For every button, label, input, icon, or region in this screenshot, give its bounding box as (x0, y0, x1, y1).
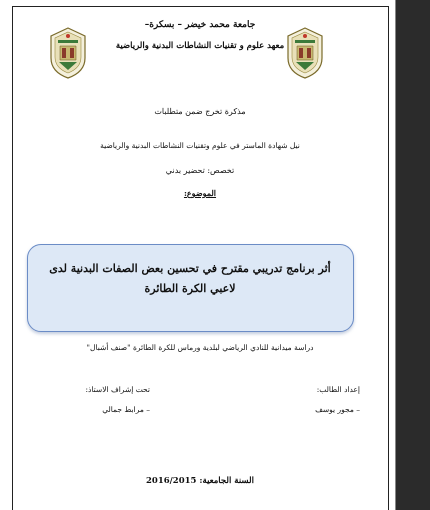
institute-name: معهد علوم و تقنيات النشاطات البدنية والرياضية (115, 41, 285, 51)
student-name: – مجور يوسف (315, 405, 360, 414)
viewer-side-panel (396, 0, 430, 510)
memo-line-2: نيل شهادة الماستر في علوم وتقنيات النشاطات البدنية والرياضية (100, 141, 300, 150)
topic-label: الموضوع: (183, 188, 217, 198)
university-logo-left (48, 26, 88, 80)
academic-year: السنة الجامعية: 2016/2015 (146, 476, 254, 486)
memo-line-1: مذكرة تخرج ضمن متطلبات (154, 107, 246, 116)
university-name: جامعة محمد خيضر – بسكرة– (144, 20, 256, 30)
specialty: تخصص: تحضير بدني (165, 166, 235, 175)
supervisor-label: تحت إشراف الاستاذ: (85, 385, 150, 394)
supervisor-name: – مرابط جمالي (102, 405, 150, 414)
thesis-title: أثر برنامج تدريبي مقترح في تحسين بعض الصفات البدنية لدى لاعبي الكرة الطائرة (49, 262, 331, 295)
prepared-by-label: إعداد الطالب: (316, 385, 360, 394)
university-logo-right (285, 26, 325, 80)
thesis-title-box (27, 244, 354, 332)
study-description: دراسة ميدانية للنادي الرياضي لبلدية ورماس للكرة الطائرة "صنف أشبال" (86, 343, 314, 352)
